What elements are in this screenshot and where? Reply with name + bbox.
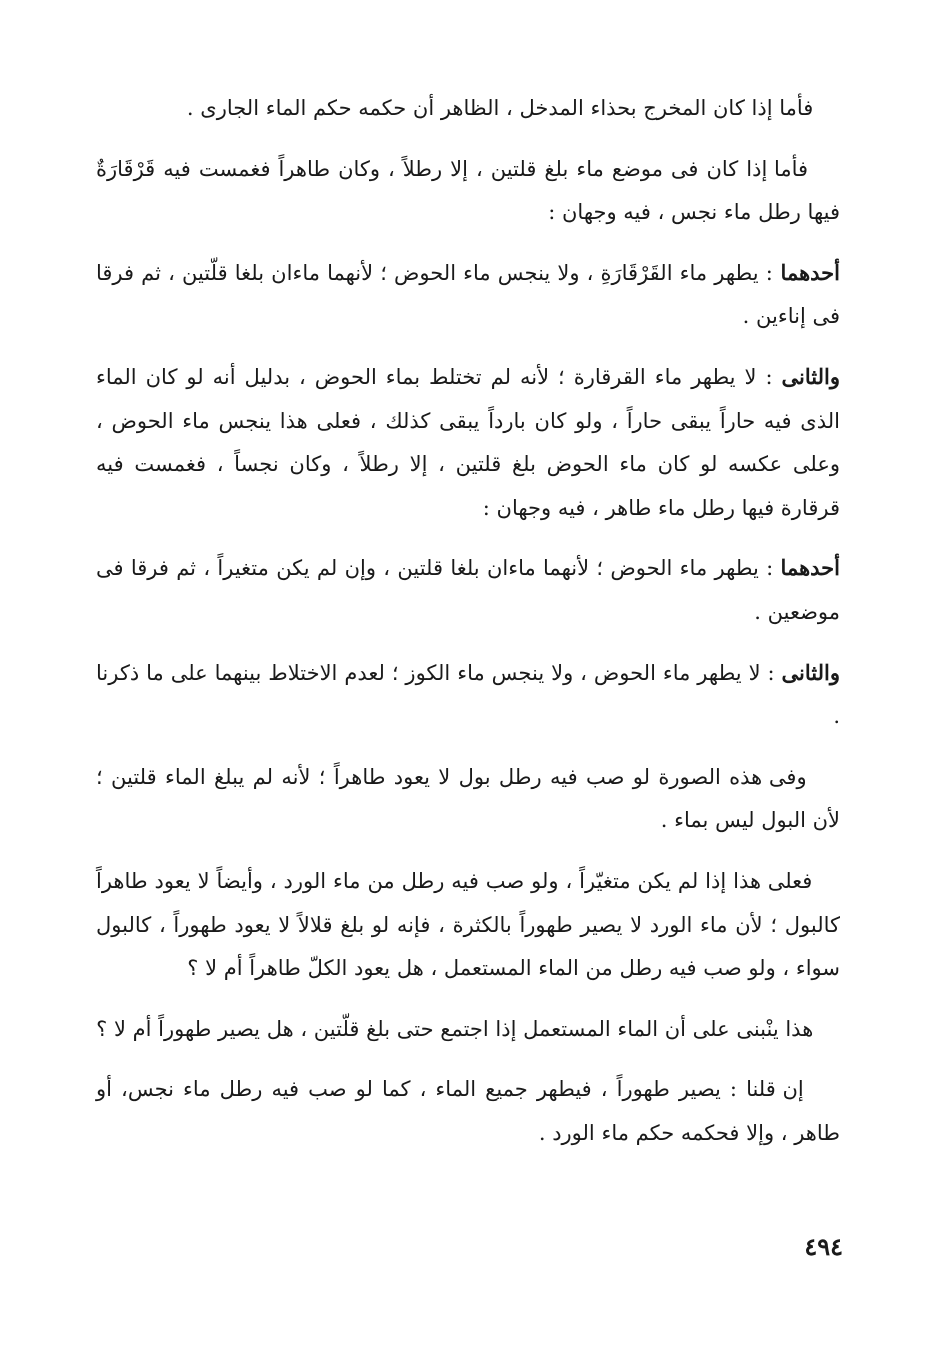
paragraph-9 [96,1007,840,1052]
paragraph-6 [96,651,840,739]
paragraph-4 [96,355,840,530]
paragraph-text: : لا يطهر ماء الحوض ، ولا ينجس ماء الكوز ؛ لعدم الاختلاط بينهما على ما ذكرنا . [96,660,840,729]
paragraph-text: : يطهر ماء القَرْقَارَةِ ، ولا ينجس ماء الحوض ؛ لأنهما ماءان بلغا قلّتين ، ثم فرقا فى إناءين . [96,260,840,329]
paragraph-3 [96,251,840,339]
paragraph-lead: والثانى [781,363,840,389]
paragraph-10 [96,1067,840,1155]
paragraph-text: : يطهر ماء الحوض ؛ لأنهما ماءان بلغا قلتين ، وإن لم يكن متغيراً ، ثم فرقا فى موضعين . [96,556,840,624]
page-number: ٤٩٤ [804,1232,843,1261]
paragraph-text: فأما إذا كان فى موضع ماء بلغ قلتين ، إلا رطلاً ، وكان طاهراً فغمست فيه قَرْقَارَةٌ فيها رطل ماء نجس ، فيه وجهان : [96,156,840,225]
paragraph-lead: أحدهما [780,259,840,285]
paragraph-5 [96,546,840,634]
paragraph-1 [96,86,840,131]
paragraph-text: إن قلنا : يصير طهوراً ، فيطهر جميع الماء ، كما لو صب فيه رطل ماء نجس، أو طاهر ، وإلا فحكمه حكم ماء الورد . [96,1077,840,1145]
paragraph-text: فأما إذا كان المخرج بحذاء المدخل ، الظاهر أن حكمه حكم الماء الجارى . [186,96,814,120]
paragraph-text: هذا ينْبنى على أن الماء المستعمل إذا اجتمع حتى بلغ قلّتين ، هل يصير طهوراً أم لا ؟ [96,1016,814,1041]
paragraph-8 [96,859,840,991]
paragraph-2 [96,147,840,235]
paragraph-lead: أحدهما [780,555,840,581]
paragraph-7 [96,755,840,843]
paragraph-text: وفى هذه الصورة لو صب فيه رطل بول لا يعود طاهراً ؛ لأنه لم يبلغ الماء قلتين ؛ لأن البول ليس بماء . [96,764,840,833]
paragraph-text: فعلى هذا إذا لم يكن متغيّراً ، ولو صب فيه رطل من ماء الورد ، وأيضاً لا يعود طاهراً كالبول ؛ لأن ماء الورد لا يصير طهوراً بالكثرة ، فإنه لو بلغ قلالاً لا يعود طهوراً ، كالبول سواء ، ولو صب فيه رطل من الماء المستعمل ، هل يعود الكلّ طاهراً أم لا ؟ [96,868,840,981]
paragraph-text: : لا يطهر ماء القرقارة ؛ لأنه لم تختلط بماء الحوض ، بدليل أنه لو كان الماء الذى فيه حاراً يبقى حاراً ، ولو كان بارداً يبقى كذلك ، فعلى هذا ينجس ماء الحوض ، وعلى عكسه لو كان ماء الحوض بلغ قلتين ، إلا رطلاً ، وكان نجساً ، فغمست فيه قرقارة فيها رطل ماء طاهر ، فيه وجهان : [96,364,840,520]
paragraph-lead: والثانى [781,659,840,685]
page-body-text [96,86,840,1171]
